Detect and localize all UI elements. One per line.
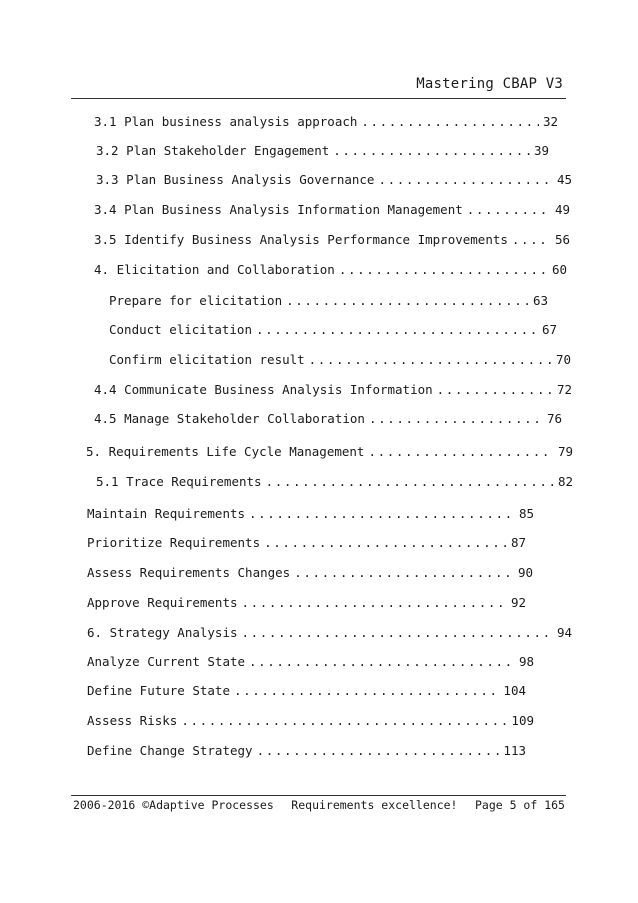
- toc-entry-page: 60: [551, 262, 567, 277]
- footer-tagline: Requirements excellence!: [291, 798, 458, 812]
- toc-entry-label: 3.2 Plan Stakeholder Engagement: [96, 143, 330, 158]
- toc-leader-dots: [264, 534, 507, 552]
- toc-entry-page: 113: [503, 743, 526, 758]
- toc-entry[interactable]: [86, 443, 573, 461]
- footer-page-info: Page 5 of 165: [474, 798, 565, 812]
- toc-leader-dots: [242, 594, 507, 612]
- footer-bar: [73, 798, 565, 812]
- toc-entry-page: 70: [555, 352, 571, 367]
- toc-entry-label: Define Future State: [87, 683, 230, 698]
- toc-entry[interactable]: [94, 381, 572, 399]
- toc-entry-page: 56: [554, 232, 570, 247]
- toc-leader-dots: [257, 742, 500, 760]
- toc-entry[interactable]: [87, 594, 526, 612]
- toc-entry[interactable]: [87, 624, 572, 642]
- toc-entry-page: 92: [510, 595, 526, 610]
- toc-entry-page: 76: [546, 411, 562, 426]
- toc-entry[interactable]: [94, 410, 562, 428]
- toc-leader-dots: [256, 321, 538, 339]
- toc-entry-page: 104: [503, 683, 526, 698]
- toc-entry-label: 5.1 Trace Requirements: [96, 474, 262, 489]
- toc-entry-label: 3.1 Plan business analysis approach: [94, 114, 358, 129]
- toc-entry-page: 67: [541, 322, 557, 337]
- toc-entry-label: Prioritize Requirements: [87, 535, 261, 550]
- toc-entry[interactable]: [87, 742, 526, 760]
- toc-entry[interactable]: [87, 534, 526, 552]
- toc-entry-page: 94: [556, 625, 572, 640]
- toc-entry-page: 82: [557, 474, 573, 489]
- toc-entry-page: 63: [532, 293, 548, 308]
- toc-entry[interactable]: [109, 292, 548, 310]
- toc-entry[interactable]: [96, 142, 549, 160]
- toc-entry-label: Conduct elicitation: [109, 322, 252, 337]
- document-title: Mastering CBAP V3: [416, 76, 563, 92]
- toc-entry-page: 49: [554, 202, 570, 217]
- toc-entry-label: Define Change Strategy: [87, 743, 253, 758]
- footer-divider: [71, 795, 566, 796]
- toc-entry[interactable]: [87, 564, 533, 582]
- toc-entry-label: Assess Risks: [87, 713, 178, 728]
- toc-leader-dots: [467, 201, 551, 219]
- toc-leader-dots: [181, 712, 507, 730]
- toc-leader-dots: [369, 410, 543, 428]
- toc-entry-label: 3.4 Plan Business Analysis Information Management: [94, 202, 463, 217]
- toc-leader-dots: [286, 292, 529, 310]
- toc-leader-dots: [361, 113, 539, 131]
- toc-entry-label: Assess Requirements Changes: [87, 565, 291, 580]
- toc-leader-dots: [339, 261, 548, 279]
- toc-entry[interactable]: [87, 682, 526, 700]
- toc-leader-dots: [512, 231, 551, 249]
- toc-entry[interactable]: [96, 473, 573, 491]
- toc-entry[interactable]: [87, 653, 534, 671]
- toc-entry-page: 98: [518, 654, 534, 669]
- toc-leader-dots: [249, 505, 515, 523]
- toc-entry-label: 4. Elicitation and Collaboration: [94, 262, 335, 277]
- toc-entry-page: 85: [518, 506, 534, 521]
- toc-entry-label: Approve Requirements: [87, 595, 238, 610]
- toc-entry[interactable]: [94, 231, 570, 249]
- toc-entry[interactable]: [109, 351, 571, 369]
- toc-leader-dots: [266, 473, 554, 491]
- toc-entry-page: 90: [517, 565, 533, 580]
- toc-entry-page: 87: [510, 535, 526, 550]
- toc-entry-label: Prepare for elicitation: [109, 293, 283, 308]
- toc-entry-label: 3.3 Plan Business Analysis Governance: [96, 172, 375, 187]
- toc-entry-label: 6. Strategy Analysis: [87, 625, 238, 640]
- footer-copyright: 2006-2016 ©Adaptive Processes: [73, 798, 274, 812]
- toc-leader-dots: [378, 171, 552, 189]
- toc-entry-label: 5. Requirements Life Cycle Management: [86, 444, 365, 459]
- toc-entry-page: 109: [511, 713, 534, 728]
- toc-entry-label: Analyze Current State: [87, 654, 246, 669]
- toc-leader-dots: [309, 351, 552, 369]
- toc-entry[interactable]: [109, 321, 557, 339]
- toc-entry-label: 3.5 Identify Business Analysis Performance Improvements: [94, 232, 508, 247]
- toc-leader-dots: [294, 564, 514, 582]
- toc-leader-dots: [333, 142, 530, 160]
- toc-entry-page: 39: [533, 143, 549, 158]
- toc-entry-label: 4.4 Communicate Business Analysis Information: [94, 382, 433, 397]
- toc-entry-page: 79: [557, 444, 573, 459]
- toc-leader-dots: [368, 443, 553, 461]
- toc-entry-label: Confirm elicitation result: [109, 352, 305, 367]
- toc-leader-dots: [234, 682, 499, 700]
- toc-entry-page: 72: [556, 382, 572, 397]
- toc-entry[interactable]: [87, 712, 534, 730]
- toc-entry[interactable]: [94, 201, 570, 219]
- toc-leader-dots: [242, 624, 553, 642]
- toc-entry-label: 4.5 Manage Stakeholder Collaboration: [94, 411, 365, 426]
- toc-entry-label: Maintain Requirements: [87, 506, 246, 521]
- toc-entry[interactable]: [94, 261, 567, 279]
- toc-entry[interactable]: [96, 171, 572, 189]
- toc-entry-page: 45: [556, 172, 572, 187]
- toc-entry-page: 32: [542, 114, 558, 129]
- toc-entry[interactable]: [87, 505, 534, 523]
- toc-leader-dots: [249, 653, 515, 671]
- toc-entry[interactable]: [94, 113, 558, 131]
- toc-leader-dots: [437, 381, 553, 399]
